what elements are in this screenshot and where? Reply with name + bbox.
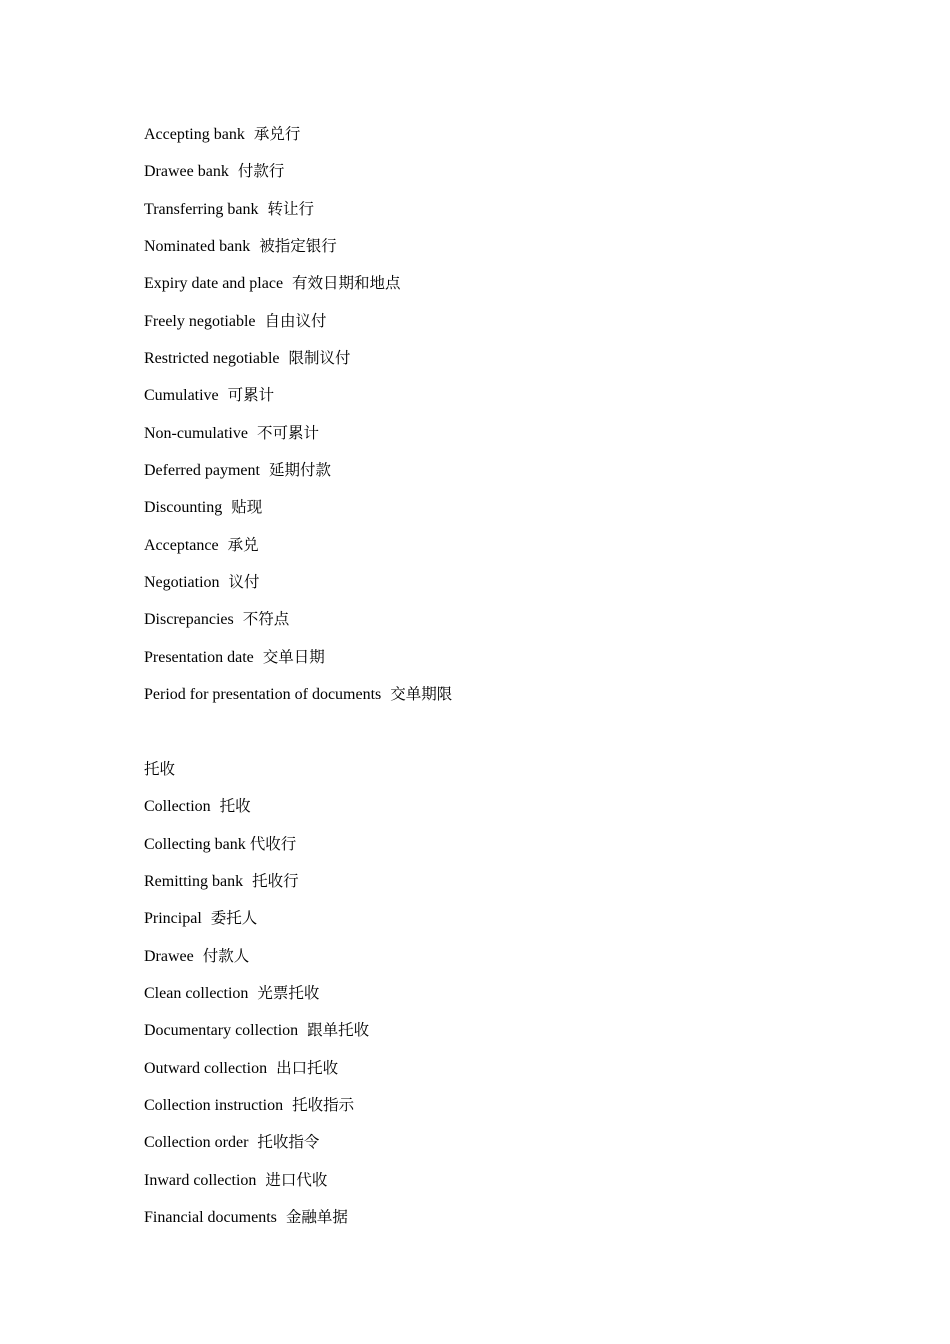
section-heading: 托收 (144, 760, 176, 778)
term-english: Period for presentation of documents (144, 686, 382, 704)
term-english: Presentation date (144, 648, 254, 666)
term-chinese: 限制议付 (288, 349, 351, 368)
term-line (144, 458, 904, 495)
term-english: Inward collection (144, 1171, 257, 1189)
term-chinese: 议付 (228, 573, 260, 592)
term-chinese: 承兑 (227, 535, 259, 554)
term-english: Restricted negotiable (144, 350, 280, 368)
term-line (144, 1056, 904, 1093)
term-english: Discrepancies (144, 611, 234, 629)
term-english: Financial documents (144, 1209, 277, 1227)
term-chinese: 跟单托收 (307, 1021, 370, 1040)
term-line (144, 1018, 904, 1055)
term-chinese: 延期付款 (268, 461, 331, 480)
term-english: Acceptance (144, 536, 219, 554)
term-chinese: 交单日期 (262, 647, 325, 666)
term-english: Expiry date and place (144, 275, 284, 293)
term-line (144, 1093, 904, 1130)
term-english: Collecting bank (144, 835, 246, 853)
term-line (144, 682, 904, 719)
term-line (144, 122, 904, 159)
term-chinese: 贴现 (231, 498, 263, 517)
term-chinese: 代收行 (249, 834, 297, 853)
term-english: Outward collection (144, 1059, 268, 1077)
term-chinese: 承兑行 (253, 125, 301, 143)
term-line (144, 570, 904, 607)
term-line (144, 794, 904, 831)
term-english: Documentary collection (144, 1022, 299, 1040)
term-line (144, 197, 904, 234)
term-line (144, 645, 904, 682)
term-chinese: 托收指令 (257, 1133, 320, 1152)
term-line (144, 906, 904, 943)
term-chinese: 不符点 (242, 610, 290, 629)
term-chinese: 托收行 (252, 872, 299, 891)
term-chinese: 委托人 (210, 909, 258, 928)
term-line (144, 271, 904, 308)
term-english: Collection (144, 798, 211, 816)
term-line (144, 346, 904, 383)
term-english: Transferring bank (144, 200, 259, 218)
term-line (144, 159, 904, 196)
term-english: Principal (144, 910, 202, 928)
term-english: Collection order (144, 1134, 249, 1152)
term-line (144, 421, 904, 458)
term-english: Cumulative (144, 387, 219, 405)
term-chinese: 交单期限 (390, 685, 453, 704)
term-chinese: 托收 (219, 797, 251, 816)
term-line (144, 495, 904, 532)
term-chinese: 自由议付 (264, 311, 327, 330)
term-chinese: 可累计 (227, 386, 275, 405)
term-chinese: 付款人 (202, 946, 250, 965)
lc-terms-list (144, 122, 904, 720)
term-line (144, 1130, 904, 1167)
term-english: Drawee (144, 947, 194, 965)
term-line (144, 234, 904, 271)
term-english: Remitting bank (144, 873, 244, 891)
term-chinese: 进口代收 (265, 1170, 328, 1189)
term-chinese: 光票托收 (257, 984, 320, 1003)
term-chinese: 有效日期和地点 (292, 274, 401, 293)
term-chinese: 金融单据 (285, 1208, 348, 1227)
term-english: Non-cumulative (144, 424, 248, 442)
term-english: Deferred payment (144, 462, 260, 480)
term-chinese: 转让行 (267, 199, 315, 218)
collection-section (144, 757, 904, 1242)
term-line (144, 981, 904, 1018)
term-line (144, 832, 904, 869)
term-line (144, 607, 904, 644)
term-chinese: 托收指示 (292, 1096, 355, 1115)
term-line (144, 383, 904, 420)
term-line (144, 869, 904, 906)
term-line (144, 944, 904, 981)
term-english: Drawee bank (144, 163, 229, 181)
term-line (144, 309, 904, 346)
term-chinese: 付款行 (237, 162, 285, 181)
term-english: Negotiation (144, 574, 220, 592)
term-chinese: 出口托收 (276, 1058, 339, 1077)
term-chinese: 不可累计 (256, 423, 319, 442)
term-english: Collection instruction (144, 1097, 284, 1115)
term-english: Freely negotiable (144, 312, 256, 330)
term-chinese: 被指定银行 (259, 237, 337, 256)
term-english: Nominated bank (144, 238, 251, 256)
term-english: Clean collection (144, 985, 249, 1003)
term-english: Accepting bank (144, 126, 245, 143)
term-line (144, 533, 904, 570)
term-line (144, 1205, 904, 1242)
term-english: Discounting (144, 499, 223, 517)
term-line (144, 1168, 904, 1205)
